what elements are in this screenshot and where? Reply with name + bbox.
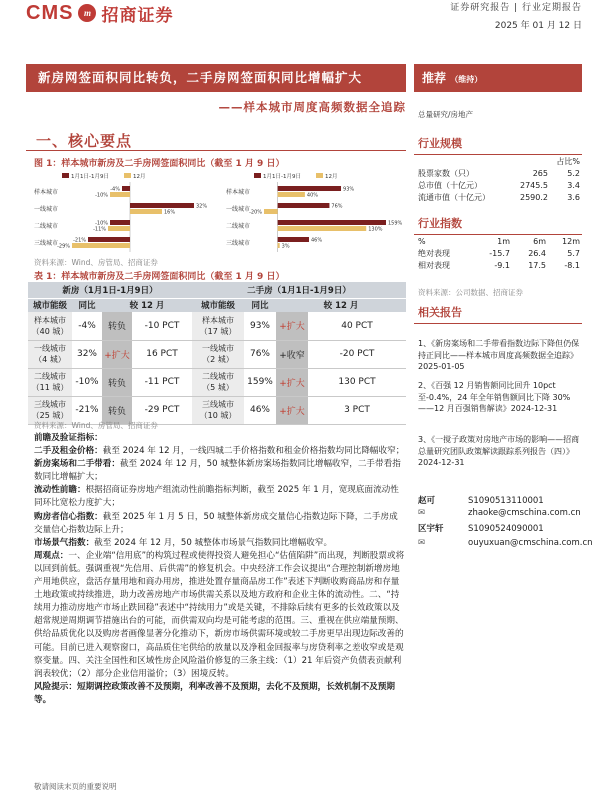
related-report[interactable]: 2、《百强 12 月销售额同比回升 10pct 至-0.4%，24 年全年销售额同比下降 30%——12 月百强销售解读》2024-12-31 (418, 381, 571, 413)
bar (130, 209, 162, 214)
perf-header: 1m (497, 236, 510, 246)
logo-mark-icon: m (78, 4, 96, 22)
data-label: 32% (196, 203, 208, 210)
table-row (28, 340, 406, 368)
col-yoy: 同比 (72, 298, 102, 312)
footer-note: 敬请阅读末页的重要说明 (34, 782, 117, 791)
basic-name: 流通市值（十亿元） (418, 192, 490, 202)
dec-cell: -20 PCT (308, 340, 406, 368)
table-title: 表 1：样本城市新房及二手房网签面积同比（截至 1 月 9 日） (34, 272, 285, 282)
legend-label: 12月 (133, 174, 146, 180)
bar (110, 220, 130, 225)
category-label: 一线城市 (226, 206, 251, 213)
col-dec: 较 12 月 (102, 298, 192, 312)
analyst-cert: S1090524090001 (468, 524, 544, 534)
basic-name: 股票家数（只） (418, 168, 474, 178)
report-title: 新房网签面积同比转负，二手房网签面积同比增幅扩大 (26, 64, 406, 92)
data-label: 93% (343, 186, 355, 193)
category-label: 三线城市 (226, 240, 251, 247)
basic-pct: 3.6 (567, 192, 580, 202)
bar (278, 226, 367, 231)
trend-tag: +扩大 (276, 396, 308, 424)
basic-pct: 5.2 (567, 168, 580, 178)
city-cell: 一线城市 （4 城） (28, 340, 72, 368)
table-row (28, 312, 406, 340)
perf-m6: 26.4 (528, 248, 546, 258)
body-paragraph: 截至 2024 年 12 月，50 城整体市场景气指数同比增幅收窄。 (94, 537, 333, 548)
body-label: 购房者信心指数： (34, 511, 103, 522)
figure-source: 资料来源：Wind、房管局、招商证券 (34, 258, 158, 267)
body-label: 前瞻及验证指标： (34, 433, 103, 443)
yoy-cell: 93% (244, 312, 276, 340)
bar (278, 203, 330, 208)
yoy-cell: -4% (72, 312, 102, 340)
report-meta (450, 0, 582, 31)
dec-cell: 16 PCT (132, 340, 192, 368)
pct-header: 占比% (556, 156, 580, 166)
category-label: 一线城市 (34, 206, 59, 213)
basic-value: 265 (532, 168, 548, 178)
city-cell: 一线城市 （2 城） (192, 340, 244, 368)
email-icon: ✉ (418, 508, 426, 518)
perf-m1: -9.1 (494, 260, 510, 270)
trend-tag: +扩大 (102, 340, 132, 368)
perf-m6: 17.5 (528, 260, 546, 270)
col-yoy: 同比 (244, 298, 276, 312)
analyst-cert: S1090513110001 (468, 496, 544, 506)
bar (88, 237, 130, 242)
col-city: 城市能级 (28, 298, 72, 312)
dec-cell: -10 PCT (132, 312, 192, 340)
table-group-second: 二手房（1月1日-1月9日） (192, 282, 406, 298)
analyst-name: 区宇轩 (418, 524, 444, 534)
perf-name: 绝对表现 (418, 248, 450, 258)
yoy-cell: -10% (72, 368, 102, 396)
perf-header: 6m (533, 236, 546, 246)
perf-m12: 5.7 (567, 248, 580, 258)
bar (278, 237, 309, 242)
table-source: 资料来源：Wind、房管局、招商证券 (34, 421, 158, 430)
analyst-name: 赵可 (418, 496, 436, 506)
basic-data-table (418, 155, 580, 203)
body-label: 二手及租金价格： (34, 446, 103, 457)
trend-tag: 转负 (102, 368, 132, 396)
rating-box (414, 64, 582, 92)
analyst (418, 522, 544, 534)
data-label: -29% (57, 243, 70, 250)
bar (278, 220, 386, 225)
bar (130, 203, 194, 208)
analyst-email-row (418, 508, 581, 518)
city-cell: 样本城市 （40 城） (28, 312, 72, 340)
analyst-email[interactable]: zhaoke@cmschina.com.cn (468, 508, 581, 518)
body-paragraph: 截至 2025 年 1 月 5 日，50 城整体新房成交量信心指数边际下降，二手房成交量信心指数边际上升； (34, 511, 398, 535)
category-label: 样本城市 (34, 189, 59, 196)
city-cell: 三线城市 （25 城） (28, 396, 72, 424)
trend-tag: +扩大 (276, 312, 308, 340)
perf-name: 相对表现 (418, 260, 450, 270)
body-label: 周观点： (34, 550, 69, 561)
data-label: 40% (306, 192, 319, 199)
rating-note: （维持） (450, 75, 483, 84)
dec-cell: -29 PCT (132, 396, 192, 424)
body-text (34, 432, 406, 707)
cms-logo (26, 0, 211, 26)
basic-name: 总市值（十亿元） (418, 180, 482, 190)
data-label: -10% (95, 220, 108, 227)
category-label: 三线城市 (34, 240, 59, 247)
table-group-new: 新房（1月1日-1月9日） (28, 282, 192, 298)
data-label: -4% (110, 186, 120, 193)
yoy-cell: 46% (244, 396, 276, 424)
bar (72, 243, 130, 248)
industry-label: 总量研究/房地产 (418, 110, 474, 119)
report-type: 证券研究报告 | 行业定期报告 (450, 3, 582, 13)
logo-en: CMS (26, 1, 74, 24)
report-date: 2025 年 01 月 12 日 (494, 21, 582, 31)
dec-cell: 130 PCT (308, 368, 406, 396)
col-city: 城市能级 (192, 298, 244, 312)
data-label: 46% (310, 237, 323, 244)
dec-cell: 40 PCT (308, 312, 406, 340)
bar (278, 192, 305, 197)
trend-tag: 转负 (102, 312, 132, 340)
figure-title: 图 1：样本城市新房及二手房网签面积同比（截至 1 月 9 日） (34, 159, 285, 169)
bar (264, 209, 278, 214)
perf-header: 12m (562, 236, 580, 246)
yoy-cell: -21% (72, 396, 102, 424)
data-label: -21% (73, 237, 86, 244)
bar (122, 186, 130, 191)
risk-text: 短期调控政策改善不及预期，利率改善不及预期，去化不及预期，长效机制不及预期等。 (34, 681, 395, 705)
body-label: 市场景气指数： (34, 537, 95, 548)
legend-swatch (62, 173, 69, 178)
perf-m12: -8.1 (564, 260, 580, 270)
category-label: 二线城市 (34, 223, 59, 230)
basic-pct: 3.4 (567, 180, 580, 190)
rating-label: 推荐 (422, 71, 447, 85)
body-label: 新房案场和二手带看： (34, 459, 120, 470)
section-divider (26, 150, 406, 151)
data-label: 3% (281, 243, 290, 250)
legend-label: 1月1日-1月9日 (263, 174, 301, 180)
index-heading: 行业指数 (414, 215, 582, 235)
data-label: -11% (93, 226, 106, 233)
table-row (28, 368, 406, 396)
data-label: 76% (331, 203, 343, 210)
analyst-email-row (418, 538, 593, 548)
basic-value: 2745.5 (520, 180, 548, 190)
index-source: 资料来源：公司数据、招商证券 (418, 288, 523, 297)
data-label: -20% (249, 209, 262, 216)
city-cell: 二线城市 （5 城） (192, 368, 244, 396)
city-cell: 二线城市 （11 城） (28, 368, 72, 396)
yoy-cell: 76% (244, 340, 276, 368)
legend-label: 12月 (325, 174, 338, 180)
trend-tag: +扩大 (276, 368, 308, 396)
related-heading: 相关报告 (414, 304, 582, 324)
data-label: 16% (164, 209, 176, 216)
data-label: -10% (95, 192, 108, 199)
logo-cn: 招商证券 (101, 5, 174, 26)
body-paragraph: 截至 2024 年 12 月，一线四城二手价格指数和租金价格指数均同比降幅收窄； (102, 446, 405, 457)
yoy-bar-chart (28, 170, 406, 254)
basic-data-heading: 行业规模 (414, 135, 582, 155)
perf-header: % (418, 236, 426, 246)
city-cell: 三线城市 （10 城） (192, 396, 244, 424)
col-dec: 较 12 月 (276, 298, 406, 312)
legend-swatch (124, 173, 131, 178)
legend-swatch (254, 173, 261, 178)
analyst-email[interactable]: ouyuxuan@cmschina.com.cn (468, 538, 593, 548)
data-label: 159% (388, 220, 403, 227)
trend-tag: +收窄 (276, 340, 308, 368)
body-label: 风险提示： (34, 681, 77, 692)
yoy-table (28, 282, 406, 425)
basic-value: 2590.2 (520, 192, 548, 202)
body-paragraph: 截至 2024 年 12 月，50 城整体新房案场指数同比增幅收窄，二手带看指数同比增幅扩大； (34, 459, 401, 483)
yoy-cell: 159% (244, 368, 276, 396)
body-paragraph: 一、企业端“信用底”的构筑过程或使得投资人避免担心“估值陷阱”而出现，判断股票或将以回到前低。强调重视“先信用、后供需”的修复机会。中央经济工作会议提出“合理控制新增房地产用地供应，盘活存量用地和商办用房，推进处置存量商品房工作”表述下判断收购商品房和存量土地政策或持续推进，助力改善房地产市场供需关系以及地方政府和企业主体的流动性。二、“持续用力推动房地产市场止跌回稳”表述中“持续用力”或是关键，不排除后续有更多的长效政策以及超常规逆周期调节措施出台的可能，而供需双向均是可能考虑的范围。三、重视在供应端量预期、供给品质优化以及购房者画像显著分化推动下，新房市场供需环境或较二手房更早出现边际改善的可能。目前已进入观察窗口，高品质住宅供给的放量以及净租金回报率与房贷利率之差收窄或是观察变量。四、关注全国性和区域性房企风险溢价修复的三条主线：（1）21 年后资产负债表贡献利润表较优；（2）部分企业信用溢价；（3）困境反转。 (34, 550, 405, 679)
related-report[interactable]: 3、《一搅子政策对房地产市场的影响——招商总量研究团队政策解读跟踪系列报告（四）》2024-12-31 (418, 435, 580, 467)
city-cell: 样本城市 （17 城） (192, 312, 244, 340)
bar (278, 186, 341, 191)
category-label: 二线城市 (226, 223, 251, 230)
data-label: 130% (368, 226, 383, 233)
body-label: 流动性前瞻： (34, 485, 86, 496)
bar (278, 243, 280, 248)
dec-cell: 3 PCT (308, 396, 406, 424)
category-label: 样本城市 (226, 189, 251, 196)
legend-label: 1月1日-1月9日 (71, 174, 109, 180)
related-report[interactable]: 1、《新房案场和二手带看指数边际下降但仍保持正同比——样本城市周度高频数据全追踪》2025-01-05 (418, 339, 580, 371)
body-paragraph: 根据招商证券房地产组流动性前瞻指标判断，截至 2025 年 1 月，宽现底面流动性同环比宽松力度扩大； (34, 485, 399, 509)
dec-cell: -11 PCT (132, 368, 192, 396)
email-icon: ✉ (418, 538, 426, 548)
trend-tag: 转负 (102, 396, 132, 424)
bar (110, 192, 130, 197)
section-heading: 一、核心要点 (36, 132, 133, 150)
analyst (418, 494, 544, 506)
index-table (418, 235, 580, 271)
legend-swatch (316, 173, 323, 178)
bar (108, 226, 130, 231)
yoy-cell: 32% (72, 340, 102, 368)
report-subtitle: ——样本城市周度高频数据全追踪 (218, 100, 406, 114)
perf-m1: -15.7 (489, 248, 510, 258)
